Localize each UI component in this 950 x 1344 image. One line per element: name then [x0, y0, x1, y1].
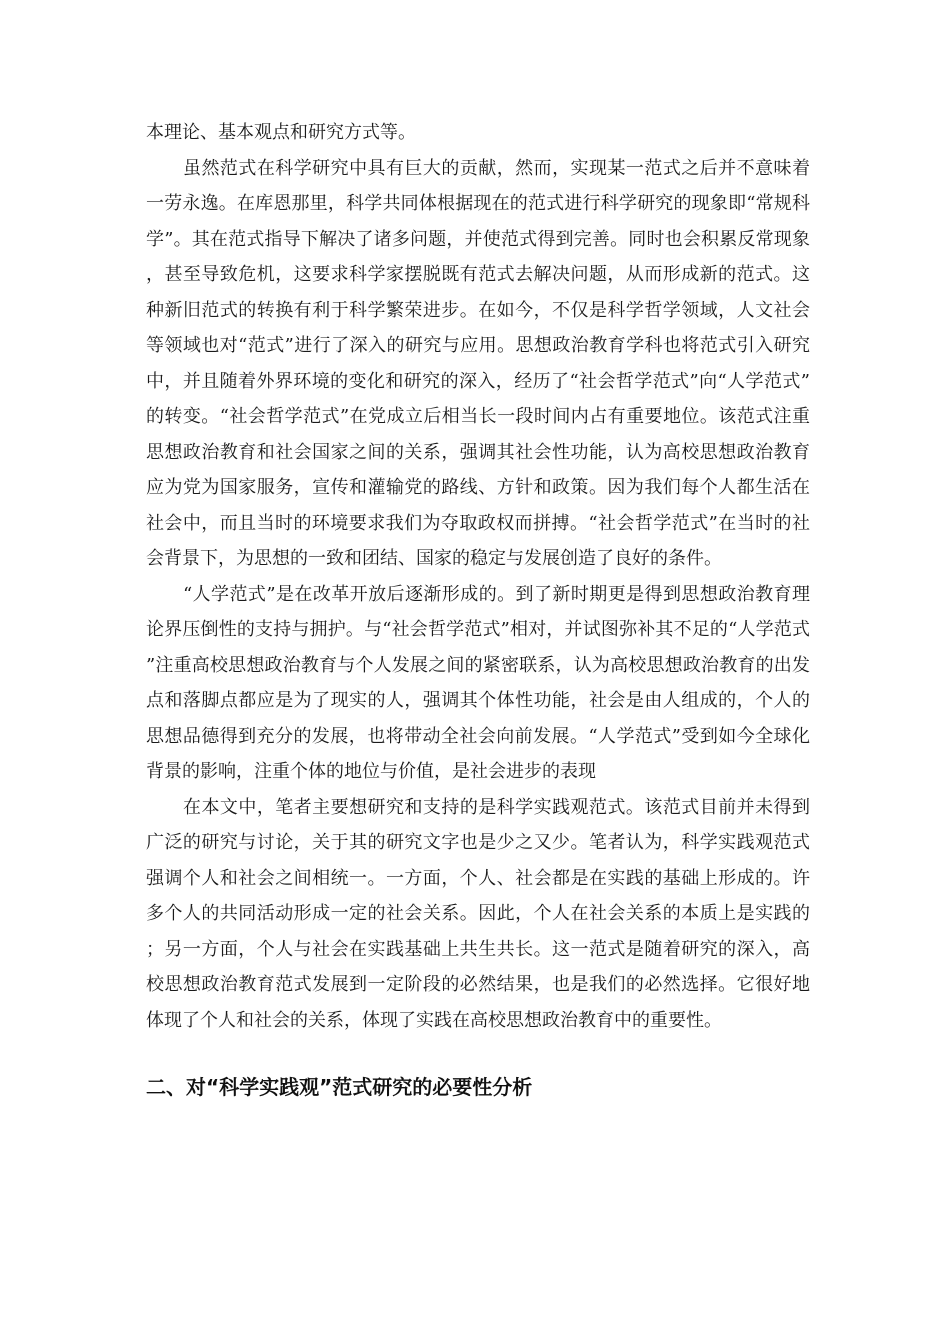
paragraph-paradigm-shift: 虽然范式在科学研究中具有巨大的贡献，然而，实现某一范式之后并不意味着一劳永逸。在库恩那里，科学共同体根据现在的范式进行科学研究的现象即“常规科学”。其在范式指导下解决了诸多问题，并使范式得到完善。同时也会积累反常现象，甚至导致危机，这要求科学家摆脱既有范式去解决问题，从而形成新的范式。这种新旧范式的转换有利于科学繁荣进步。在如今，不仅是科学哲学领域，人文社会等领域也对“范式”进行了深入的研究与应用。思想政治教育学科也将范式引入研究中，并且随着外界环境的变化和研究的深入，经历了“社会哲学范式”向“人学范式”的转变。“社会哲学范式”在党成立后相当长一段时间内占有重要地位。该范式注重思想政治教育和社会国家之间的关系，强调其社会性功能，认为高校思想政治教育应为党为国家服务，宣传和灌输党的路线、方针和政策。因为我们每个人都生活在社会中，而且当时的环境要求我们为夺取政权而拼搏。“社会哲学范式”在当时的社会背景下，为思想的一致和团结、国家的稳定与发展创造了良好的条件。: [146, 157, 810, 569]
paragraph-continuation: 本理论、基本观点和研究方式等。: [146, 122, 416, 143]
section-heading: 二、对“科学实践观”范式研究的必要性分析: [146, 1075, 533, 1099]
document-body: [146, 115, 810, 1105]
paragraph-practice-paradigm: 在本文中，笔者主要想研究和支持的是科学实践观范式。该范式目前并未得到广泛的研究与讨论，关于其的研究文字也是少之又少。笔者认为，科学实践观范式强调个人和社会之间相统一。一方面，个人、社会都是在实践的基础上形成的。许多个人的共同活动形成一定的社会关系。因此，个人在社会关系的本质上是实践的；另一方面，个人与社会在实践基础上共生共长。这一范式是随着研究的深入，高校思想政治教育范式发展到一定阶段的必然结果，也是我们的必然选择。它很好地体现了个人和社会的关系，体现了实践在高校思想政治教育中的重要性。: [146, 796, 810, 1031]
paragraph-humanistic-paradigm: “人学范式”是在改革开放后逐渐形成的。到了新时期更是得到思想政治教育理论界压倒性的支持与拥护。与“社会哲学范式”相对，并试图弥补其不足的“人学范式”注重高校思想政治教育与个人发展之间的紧密联系，认为高校思想政治教育的出发点和落脚点都应是为了现实的人，强调其个体性功能，社会是由人组成的，个人的思想品德得到充分的发展，也将带动全社会向前发展。“人学范式”受到如今全球化背景的影响，注重个体的地位与价值，是社会进步的表现: [146, 583, 810, 782]
